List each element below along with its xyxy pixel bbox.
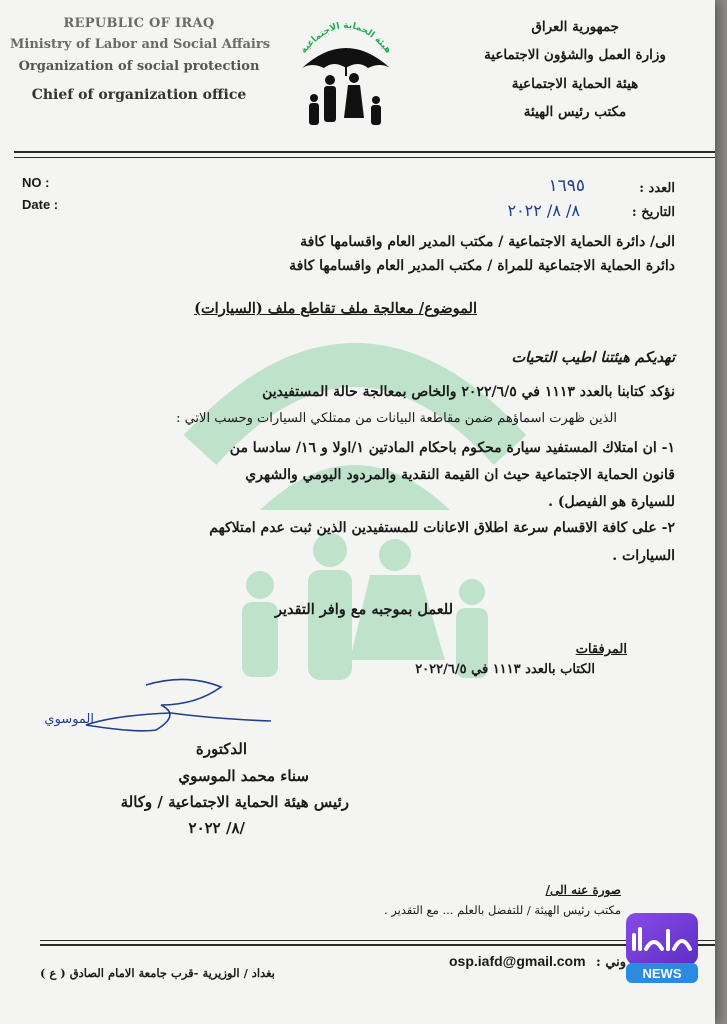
organization-logo-icon	[296, 8, 396, 132]
recipient-line-2: دائرة الحماية الاجتماعية للمراة / مكتب المدير العام واقسامها كافة	[289, 258, 675, 274]
recipient-line-1: الى/ دائرة الحماية الاجتماعية / مكتب المدير العام واقسامها كافة	[300, 234, 675, 250]
header-ministry: Ministry of Labor and Social Affairs	[10, 37, 271, 52]
body-paragraph-line-1: نؤكد كتابنا بالعدد ١١١٣ في ٢٠٢٢/٦/٥ والخاص بمعالجة حالة المستفيدين	[262, 384, 675, 400]
footer-email: osp.iafd@gmail.com	[449, 953, 586, 969]
signatory-title: الدكتورة	[195, 740, 247, 758]
header-organization-ar: هيئة الحماية الاجتماعية	[511, 76, 639, 92]
header-office-ar: مكتب رئيس الهيئة	[523, 104, 627, 120]
item-1-line-1: ١- ان امتلاك المستفيد سيارة محكوم باحكام المادتين ١/اولا و ١٦/ سادسا من	[229, 440, 675, 456]
number-label-ar: العدد :	[639, 181, 675, 196]
footer-divider	[40, 940, 715, 941]
attachments-label: المرفقات	[575, 642, 627, 657]
signature-mark-icon	[44, 675, 276, 745]
signature-handwriting: الموسوي	[44, 712, 94, 727]
news-badge-text: NEWS	[642, 966, 682, 981]
news-badge-logo-icon	[624, 911, 700, 987]
copy-to-item: مكتب رئيس الهيئة / للتفضل بالعلم ... مع التقدير .	[383, 903, 621, 917]
header-divider-thin	[14, 157, 715, 158]
signatory-name: سناء محمد الموسوي	[178, 767, 309, 785]
copy-to-label: صورة عنه الى/	[545, 883, 621, 897]
footer-email-label: وني :	[596, 955, 627, 970]
item-1-line-3: للسيارة هو الفيصل) .	[548, 494, 675, 510]
header-ministry-ar: وزارة العمل والشؤون الاجتماعية	[484, 47, 666, 63]
signatory-date: /٨/ ٢٠٢٢	[188, 819, 245, 837]
footer-address: بغداد / الوزيرية -قرب جامعة الامام الصادق ( ع )	[40, 966, 275, 980]
number-value: ١٦٩٥	[548, 176, 585, 196]
attachments-item: الكتاب بالعدد ١١١٣ في ٢٠٢٢/٦/٥	[415, 662, 595, 677]
subject: الموضوع/ معالجة ملف تقاطع ملف (السيارات)	[194, 300, 477, 317]
date-label-ar: التاريخ :	[631, 205, 675, 220]
item-2-line-2: السيارات .	[612, 548, 675, 564]
no-label: NO :	[22, 175, 50, 190]
item-2-line-1: ٢- على كافة الاقسام سرعة اطلاق الاعانات للمستفيدين الذين ثبت عدم امتلاكهم	[209, 520, 675, 536]
logo-arc-text: هيئة الحماية الاجتماعية	[298, 20, 394, 56]
header-organization: Organization of social protection	[18, 59, 260, 74]
header-office: Chief of organization office	[31, 87, 247, 103]
header-divider	[14, 151, 715, 153]
item-1-line-2: قانون الحماية الاجتماعية حيث ان القيمة النقدية والمردود اليومي والشهري	[245, 467, 675, 483]
watermark-logo-icon	[190, 300, 520, 680]
closing-line: للعمل بموجبه مع وافر التقدير	[274, 601, 453, 618]
date-label: Date :	[22, 197, 59, 212]
header-country-ar: جمهورية العراق	[531, 19, 619, 35]
date-value: ٨/ ٨/ ٢٠٢٢	[507, 201, 580, 220]
greeting: تهديكم هيئتنا اطيب التحيات	[511, 349, 675, 366]
footer-divider-thick	[40, 944, 715, 946]
signatory-position: رئيس هيئة الحماية الاجتماعية / وكالة	[120, 793, 349, 811]
header-country: REPUBLIC OF IRAQ	[63, 16, 215, 31]
body-paragraph-line-2: الذين ظهرت اسماؤهم ضمن مقاطعة البيانات من ممتلكي السيارات وحسب الاتي :	[176, 411, 617, 426]
